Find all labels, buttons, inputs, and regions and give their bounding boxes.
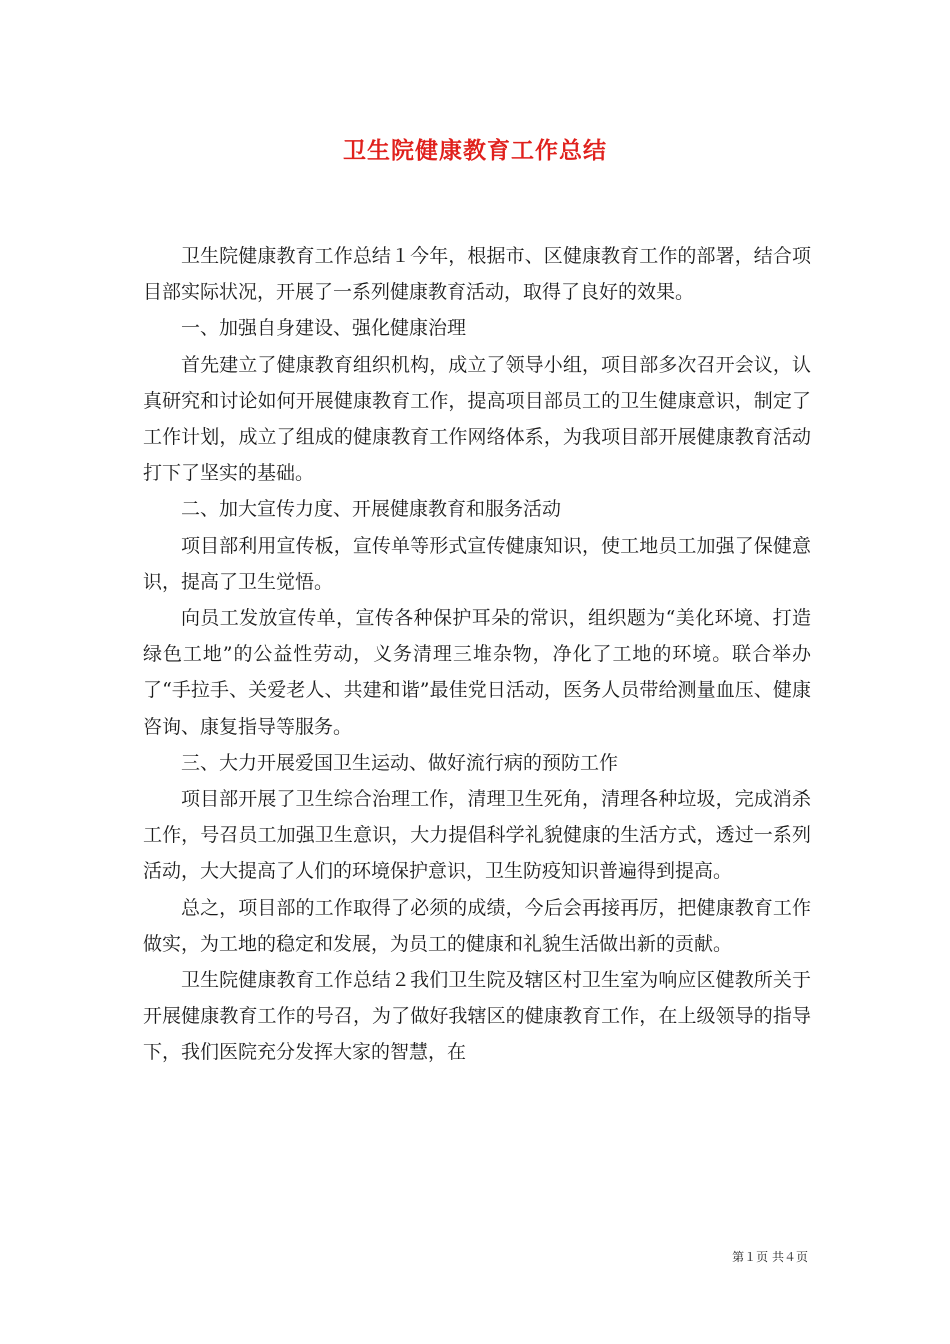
section-heading-3: 三、大力开展爱国卫生运动、做好流行病的预防工作 (181, 751, 619, 774)
paragraph-summary-2: 卫生院健康教育工作总结２我们卫生院及辖区村卫生室为响应区健教所关于开展健康教育工作的号召，为了做好我辖区的健康教育工作，在上级领导的指导下，我们医院充分发挥大家的智慧，在 (143, 969, 811, 1064)
document-title: 卫生院健康教育工作总结 (343, 137, 607, 164)
paragraph-section-2b: 向员工发放宣传单，宣传各种保护耳朵的常识，组织题为“美化环境、打造绿色工地”的公益性劳动，义务清理三堆杂物，净化了工地的环境。联合举办了“手拉手、关爱老人、共建和谐”最佳党日活动，医务人员带给测量血压、健康咨询、康复指导等服务。 (143, 607, 811, 738)
section-heading-1: 一、加强自身建设、强化健康治理 (181, 317, 467, 340)
paragraph-section-1: 首先建立了健康教育组织机构，成立了领导小组，项目部多次召开会议，认真研究和讨论如何开展健康教育工作，提高项目部员工的卫生健康意识，制定了工作计划，成立了组成的健康教育工作网络体系，为我项目部开展健康教育活动打下了坚实的基础。 (143, 353, 811, 485)
paragraph-intro: 卫生院健康教育工作总结１今年，根据市、区健康教育工作的部署，结合项目部实际状况，开展了一系列健康教育活动，取得了良好的效果。 (143, 245, 811, 304)
paragraph-conclusion: 总之，项目部的工作取得了必须的成绩，今后会再接再厉，把健康教育工作做实，为工地的稳定和发展，为员工的健康和礼貌生活做出新的贡献。 (143, 896, 811, 955)
document-body (143, 238, 811, 1071)
paragraph-section-2a: 项目部利用宣传板，宣传单等形式宣传健康知识，使工地员工加强了保健意识，提高了卫生觉悟。 (143, 534, 811, 593)
section-heading-2: 二、加大宣传力度、开展健康教育和服务活动 (181, 498, 562, 521)
paragraph-section-3: 项目部开展了卫生综合治理工作，清理卫生死角，清理各种垃圾，完成消杀工作，号召员工加强卫生意识，大力提倡科学礼貌健康的生活方式，透过一系列活动，大大提高了人们的环境保护意识，卫生防疫知识普遍得到提高。 (143, 788, 811, 883)
page-number-footer: 第１页 共４页 (732, 1250, 808, 1264)
